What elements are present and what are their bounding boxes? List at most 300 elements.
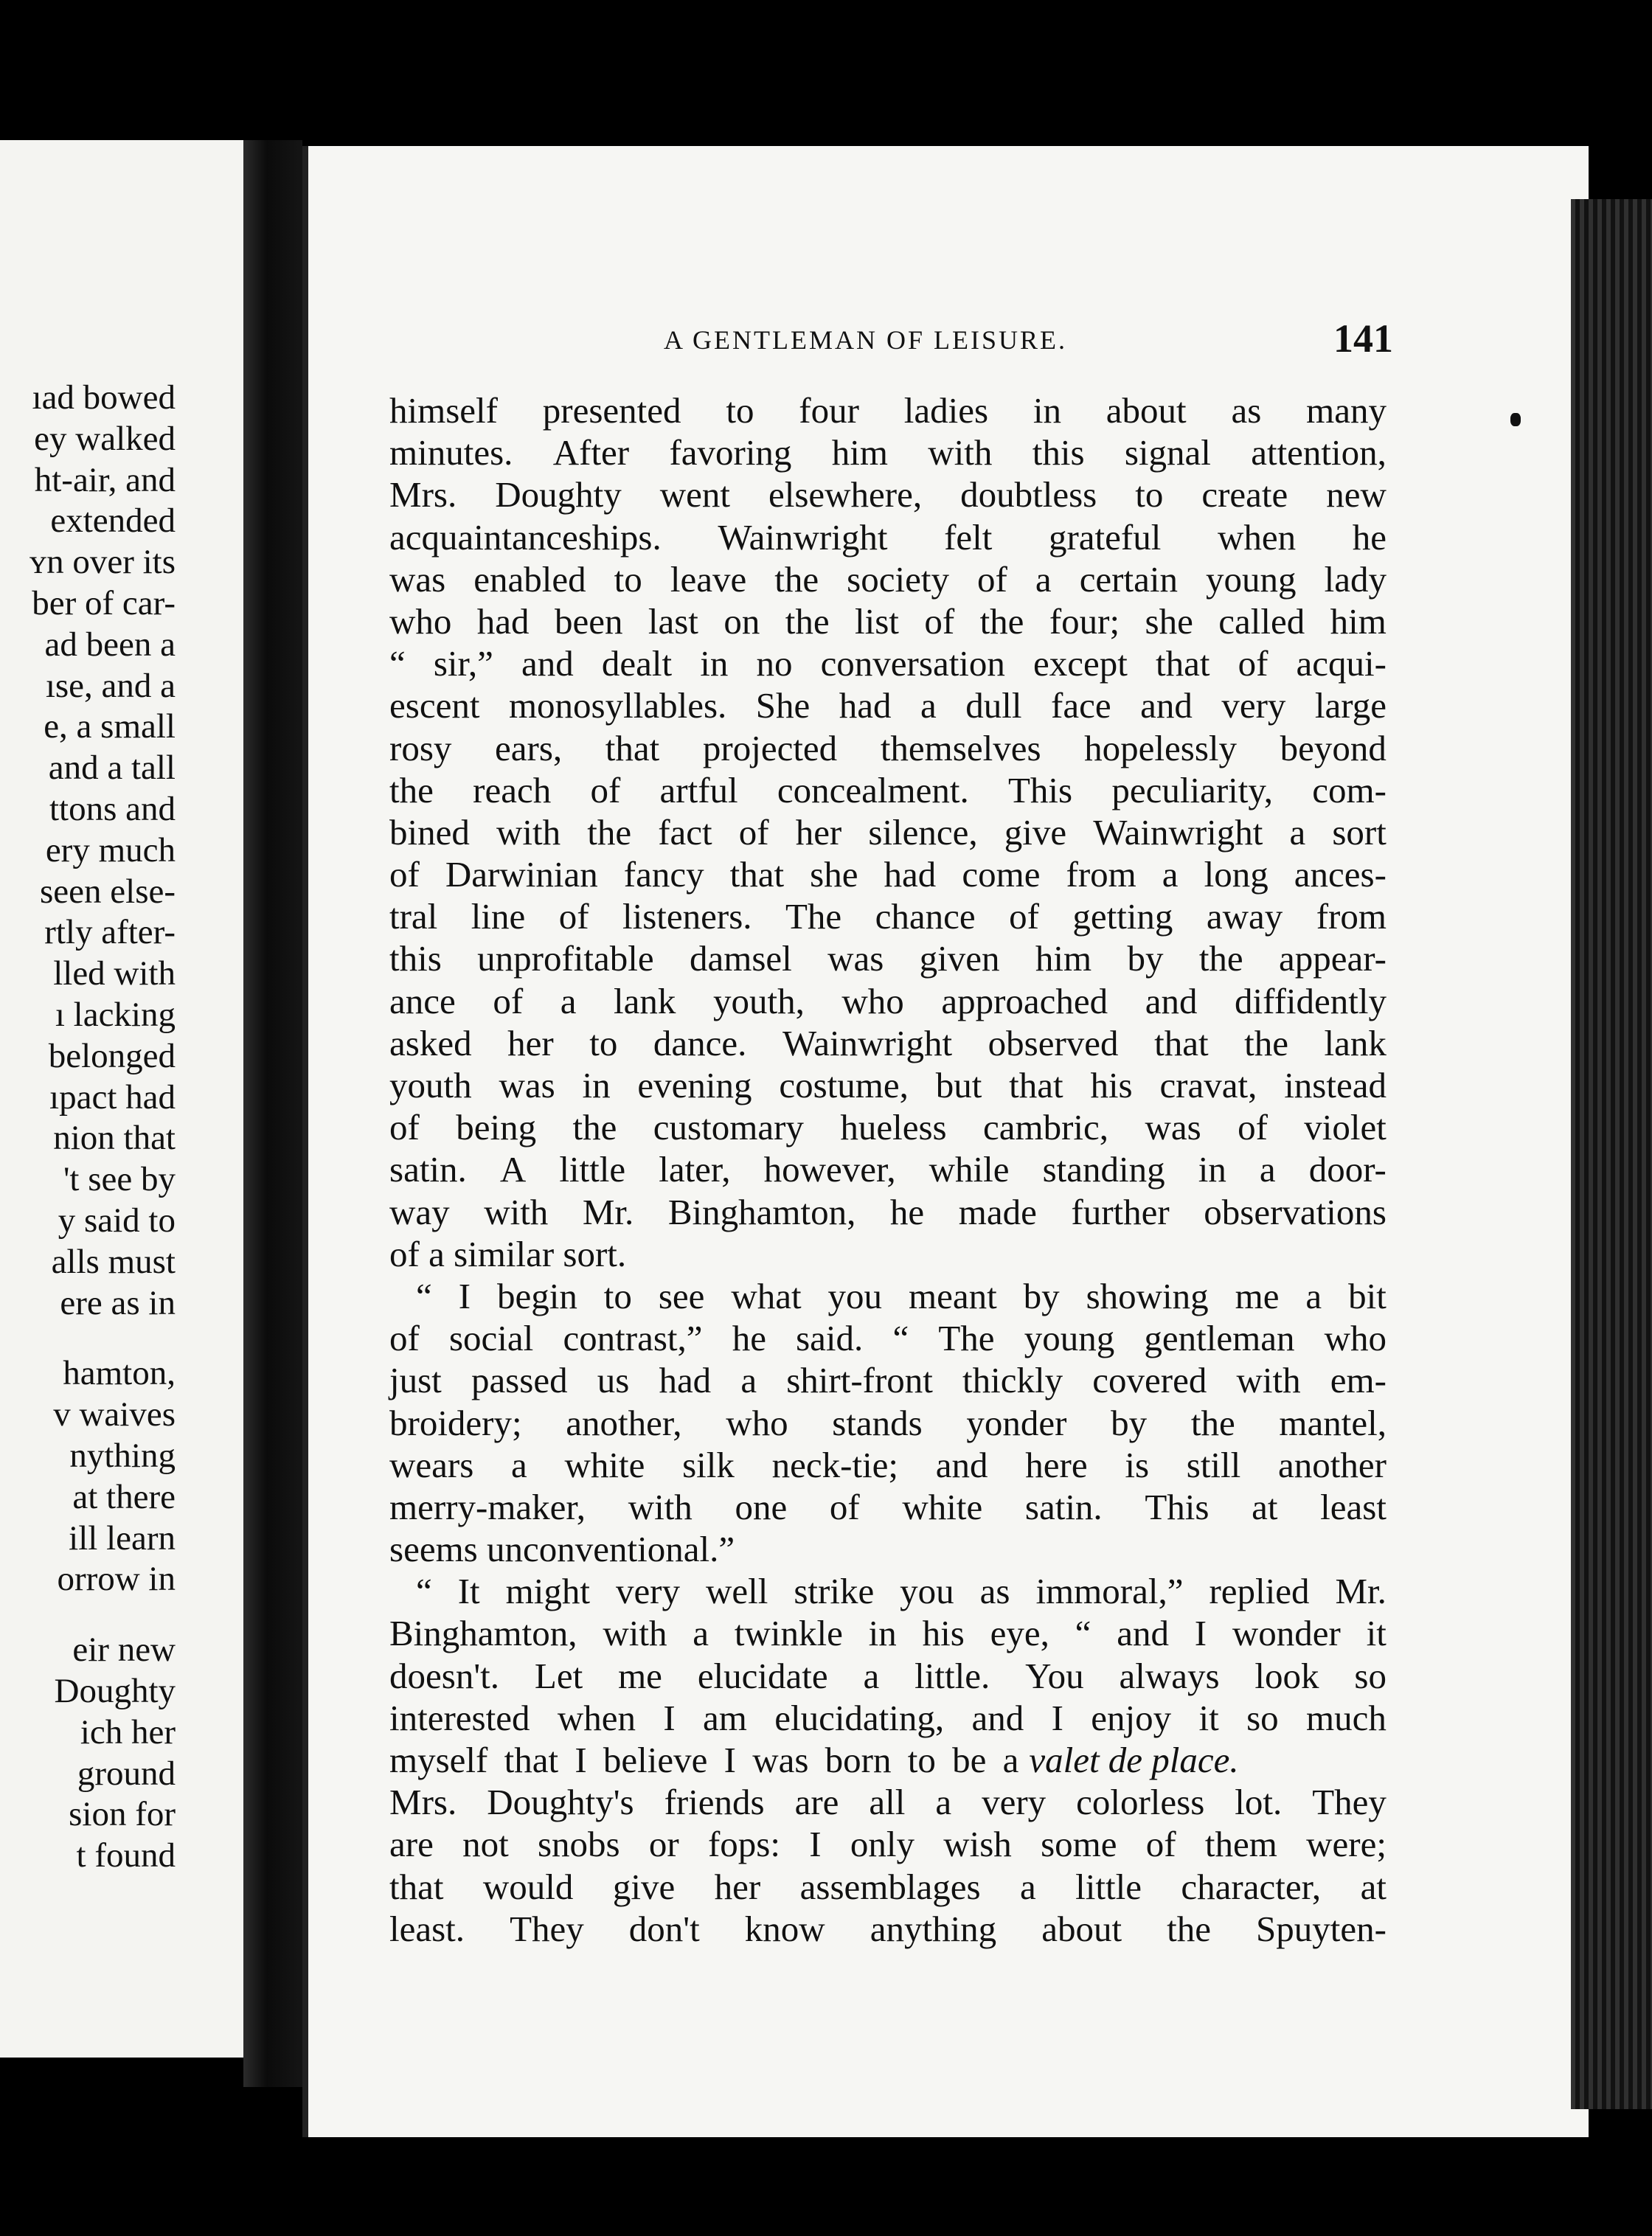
- word: doubtless: [960, 474, 1097, 515]
- left-page-line: extended: [50, 501, 176, 541]
- word: projected: [702, 727, 838, 768]
- word: a: [740, 1360, 757, 1401]
- left-page-line: nything: [69, 1436, 176, 1475]
- word: getting: [1072, 896, 1173, 937]
- text-line: [389, 1317, 1386, 1359]
- word: about: [1041, 1908, 1122, 1949]
- word: begin: [496, 1275, 577, 1316]
- word: little: [1075, 1866, 1142, 1907]
- left-page-line: at there: [72, 1477, 176, 1516]
- page-body: [389, 389, 1386, 1950]
- word: one: [735, 1486, 788, 1527]
- word: to: [726, 390, 754, 431]
- word: cambric,: [982, 1107, 1109, 1148]
- paragraph-3: [389, 1570, 1386, 1950]
- word: a: [1035, 558, 1052, 600]
- left-page-line: and a tall: [48, 749, 176, 788]
- word: monosyllables.: [508, 685, 727, 726]
- word: broidery;: [389, 1402, 522, 1443]
- text-line: [389, 853, 1386, 895]
- word: youth: [389, 1065, 472, 1105]
- word: when: [557, 1697, 636, 1738]
- word: passed: [471, 1360, 568, 1401]
- word: favoring: [669, 432, 792, 473]
- ink-speck: [1510, 413, 1521, 426]
- word: still: [1186, 1444, 1241, 1485]
- word: with: [628, 1486, 693, 1527]
- word: four;: [1049, 600, 1120, 642]
- word: you: [900, 1571, 954, 1612]
- word: he: [889, 1191, 925, 1232]
- word: dealt: [601, 643, 673, 684]
- left-page-line: ey walked: [34, 419, 176, 458]
- word: elsewhere,: [768, 474, 923, 515]
- word: her: [507, 1022, 554, 1063]
- word: and: [1140, 685, 1193, 726]
- word: least.: [389, 1908, 465, 1949]
- word: young: [1024, 1318, 1115, 1359]
- word: him: [1330, 600, 1386, 642]
- word: list: [855, 600, 899, 642]
- left-page-text: [30, 378, 176, 1877]
- word: that: [1009, 1065, 1063, 1105]
- word: him: [1035, 938, 1092, 979]
- text-line: [389, 1570, 1386, 1612]
- word: his: [1090, 1065, 1133, 1105]
- word: away: [1206, 896, 1283, 937]
- word: asked: [389, 1022, 472, 1063]
- word: conversation: [820, 643, 1005, 684]
- word: while: [929, 1149, 1010, 1190]
- word: a: [935, 1782, 952, 1823]
- word: Doughty's: [487, 1782, 634, 1823]
- word: interested: [389, 1697, 530, 1738]
- text-line: [389, 431, 1386, 473]
- word: signal: [1124, 432, 1211, 473]
- word: much: [1305, 1697, 1386, 1738]
- word: to: [603, 1275, 632, 1316]
- italic-phrase: valet de place.: [1029, 1740, 1239, 1780]
- text-line: [389, 684, 1386, 726]
- word: fact: [658, 811, 712, 853]
- word: that: [605, 727, 660, 768]
- text-line: [389, 1823, 1386, 1865]
- word: in: [1032, 390, 1061, 431]
- word: further: [1071, 1191, 1170, 1232]
- word: later,: [659, 1149, 731, 1190]
- word: her: [795, 811, 842, 853]
- word: by: [1127, 938, 1164, 979]
- word: as: [1231, 390, 1262, 431]
- word: Darwinian: [445, 854, 598, 895]
- word: to: [1135, 474, 1164, 515]
- word: it: [1198, 1697, 1219, 1738]
- word: white: [564, 1444, 645, 1485]
- word: are: [794, 1782, 839, 1823]
- word: peculiarity,: [1111, 769, 1273, 810]
- word: little.: [914, 1655, 990, 1696]
- word: of: [558, 896, 589, 937]
- word: that: [729, 854, 785, 895]
- word: fancy: [623, 854, 704, 895]
- word: The: [938, 1318, 995, 1359]
- word: of: [389, 1107, 420, 1148]
- word: with: [496, 811, 561, 853]
- word: wish: [943, 1824, 1012, 1865]
- word: A: [499, 1149, 527, 1190]
- left-page-fragment: [0, 140, 254, 2058]
- text-line: [389, 1655, 1386, 1697]
- word: observed: [988, 1022, 1119, 1063]
- word: don't: [628, 1908, 700, 1949]
- word: ances-: [1294, 854, 1386, 895]
- word: com-: [1312, 769, 1386, 810]
- text-line: [389, 727, 1386, 769]
- left-page-line: v waives: [53, 1395, 176, 1434]
- word: damsel: [689, 938, 792, 979]
- left-page-line: seen else-: [40, 872, 176, 911]
- word: give: [612, 1866, 676, 1907]
- word: a: [1289, 811, 1306, 853]
- word: me: [618, 1655, 662, 1696]
- word: am: [702, 1697, 747, 1738]
- word: no: [756, 643, 793, 684]
- word: silk: [682, 1444, 735, 1485]
- word: what: [731, 1275, 802, 1316]
- word: very: [615, 1571, 681, 1612]
- word: had: [659, 1360, 712, 1401]
- book-gutter: [243, 140, 302, 2087]
- word: anything: [870, 1908, 997, 1949]
- word: large: [1314, 685, 1386, 726]
- word: diffidently: [1235, 980, 1386, 1021]
- word: the: [785, 600, 830, 642]
- word: and: [1117, 1613, 1169, 1654]
- word: know: [744, 1908, 825, 1949]
- text-line: [389, 473, 1386, 515]
- word: doesn't.: [389, 1655, 500, 1696]
- running-head: A GENTLEMAN OF LEISURE.: [664, 325, 1067, 355]
- word: bined: [389, 811, 470, 853]
- word: Wainwright: [1093, 811, 1263, 853]
- word: unprofitable: [477, 938, 654, 979]
- word: four: [799, 390, 859, 431]
- word: with: [928, 432, 993, 473]
- text-line: [389, 1697, 1386, 1739]
- text-line: [389, 1866, 1386, 1908]
- word: of: [924, 600, 955, 642]
- word: satin.: [1024, 1486, 1103, 1527]
- word: had: [839, 685, 892, 726]
- left-page-line: ttons and: [49, 789, 176, 828]
- word: “: [416, 1571, 432, 1612]
- word: a: [1019, 1866, 1036, 1907]
- word: It: [457, 1571, 480, 1612]
- word: wears: [389, 1444, 474, 1485]
- left-page-line: ber of car-: [32, 583, 176, 622]
- word: colorless: [1076, 1782, 1205, 1823]
- word: Let: [534, 1655, 583, 1696]
- word: the: [587, 811, 632, 853]
- text-line: [389, 1402, 1386, 1444]
- word: us: [597, 1360, 630, 1401]
- word: immoral,”: [1035, 1571, 1184, 1612]
- text-line: [389, 558, 1386, 600]
- text-line: [389, 516, 1386, 558]
- word: were;: [1306, 1824, 1386, 1865]
- text-line: [389, 1191, 1386, 1233]
- word: eye,: [990, 1613, 1049, 1654]
- text-line: [389, 937, 1386, 979]
- word: artful: [659, 769, 738, 810]
- left-page-line: y said to: [58, 1201, 176, 1240]
- word: yonder: [966, 1402, 1067, 1443]
- word: dull: [965, 685, 1022, 726]
- word: only: [850, 1824, 914, 1865]
- word: youth,: [712, 980, 805, 1021]
- word: lank: [1324, 1022, 1386, 1063]
- text-line: [389, 1275, 1386, 1317]
- word: the: [1190, 1402, 1235, 1443]
- word: create: [1201, 474, 1288, 515]
- word: Wainwright: [718, 516, 888, 558]
- word: society: [847, 558, 949, 600]
- word: door-: [1308, 1149, 1386, 1190]
- word: said.: [796, 1318, 864, 1359]
- text-line: of a similar sort.: [389, 1233, 627, 1274]
- word: that: [1156, 643, 1210, 684]
- word: grateful: [1048, 516, 1162, 558]
- word: The: [785, 896, 842, 937]
- word: from: [1066, 854, 1136, 895]
- word: This: [1145, 1486, 1210, 1527]
- paragraph-2: [389, 1275, 1386, 1570]
- word: You: [1025, 1655, 1084, 1696]
- word: at: [1252, 1486, 1278, 1527]
- word: in: [1198, 1149, 1226, 1190]
- word: wonder: [1232, 1613, 1341, 1654]
- word: come: [962, 854, 1041, 895]
- word: and: [935, 1444, 988, 1485]
- word: friends: [664, 1782, 765, 1823]
- word: well: [705, 1571, 768, 1612]
- word: the: [572, 1107, 617, 1148]
- word: his: [922, 1613, 965, 1654]
- word: of: [829, 1486, 860, 1527]
- word: he: [732, 1318, 766, 1359]
- word: evening: [637, 1065, 752, 1105]
- word: she: [1145, 600, 1193, 642]
- word: violet: [1304, 1107, 1386, 1148]
- paragraph-1: [389, 389, 1386, 1275]
- word: strike: [794, 1571, 875, 1612]
- word: a: [693, 1613, 709, 1654]
- word: but: [935, 1065, 982, 1105]
- left-page-line: ere as in: [60, 1283, 176, 1322]
- left-page-line: e, a small: [44, 707, 176, 746]
- word: concealment.: [777, 769, 969, 810]
- word: him: [831, 432, 888, 473]
- word: hopelessly: [1084, 727, 1238, 768]
- word: at: [1360, 1866, 1386, 1907]
- word: went: [659, 474, 730, 515]
- word: Mrs.: [389, 474, 457, 515]
- word: I: [663, 1697, 676, 1738]
- word: was: [499, 1065, 555, 1105]
- word: been: [554, 600, 623, 642]
- word: Spuyten-: [1256, 1908, 1386, 1949]
- word: satin.: [389, 1149, 467, 1190]
- word: listeners.: [622, 896, 752, 937]
- word: ladies: [903, 390, 989, 431]
- word: a: [1259, 1149, 1276, 1190]
- word: “: [892, 1318, 909, 1359]
- word: a: [863, 1655, 880, 1696]
- word: of: [590, 769, 621, 810]
- word: costume,: [779, 1065, 909, 1105]
- text-line: [389, 600, 1386, 642]
- word: shirt-front: [786, 1360, 933, 1401]
- word: by: [1023, 1275, 1060, 1316]
- word: so: [1354, 1655, 1386, 1696]
- word: I: [809, 1824, 822, 1865]
- word: gentleman: [1144, 1318, 1295, 1359]
- word: to: [589, 1022, 618, 1063]
- word: thickly: [962, 1360, 1063, 1401]
- word: to: [614, 558, 642, 600]
- left-page-line: ery much: [45, 830, 176, 869]
- word: After: [552, 432, 630, 473]
- word: elucidating,: [774, 1697, 945, 1738]
- word: acqui-: [1296, 643, 1386, 684]
- word: of: [1238, 643, 1268, 684]
- word: of: [493, 980, 524, 1021]
- word: Mrs.: [389, 1782, 457, 1823]
- word: this: [1032, 432, 1085, 473]
- word: you: [827, 1275, 883, 1316]
- word: another,: [566, 1402, 682, 1443]
- text-line: [389, 895, 1386, 937]
- word: and: [971, 1697, 1024, 1738]
- word: on: [723, 600, 760, 642]
- word: was: [389, 558, 446, 600]
- left-page-line: belonged: [48, 1036, 176, 1075]
- left-page-line: ı lacking: [55, 995, 176, 1034]
- word: of: [1238, 1107, 1268, 1148]
- word: minutes.: [389, 432, 513, 473]
- word: cravat,: [1159, 1065, 1257, 1105]
- word: elucidate: [697, 1655, 828, 1696]
- word: given: [919, 938, 1000, 979]
- word: certain: [1079, 558, 1178, 600]
- word: lot.: [1235, 1782, 1283, 1823]
- text-line: [389, 389, 1386, 431]
- word: fops:: [707, 1824, 780, 1865]
- left-page-line: ʏn over its: [29, 543, 176, 582]
- left-page-line: nion that: [53, 1119, 176, 1158]
- word: Doughty: [495, 474, 622, 515]
- word: see: [658, 1275, 705, 1316]
- word: I: [1194, 1613, 1207, 1654]
- word: the: [1244, 1022, 1288, 1063]
- left-page-line: ıse, and a: [45, 666, 176, 705]
- text-line-prefix: myself that I believe I was born to be a: [389, 1740, 1019, 1780]
- word: leave: [670, 558, 747, 600]
- word: this: [389, 938, 442, 979]
- word: way: [389, 1191, 450, 1232]
- word: They: [1312, 1782, 1386, 1823]
- page-edge-stack: [1571, 199, 1652, 2109]
- left-page-line: eir new: [72, 1631, 176, 1670]
- word: of: [977, 558, 1007, 600]
- word: last: [648, 600, 698, 642]
- word: Mr.: [582, 1191, 634, 1232]
- text-line: [389, 1064, 1386, 1106]
- left-page-line: Doughty: [54, 1671, 176, 1710]
- page-number: 141: [1333, 316, 1393, 361]
- word: observations: [1204, 1191, 1386, 1232]
- text-line: [389, 1908, 1386, 1950]
- word: except: [1033, 643, 1128, 684]
- word: here: [1025, 1444, 1088, 1485]
- word: and: [1145, 980, 1198, 1021]
- word: lank: [614, 980, 676, 1021]
- left-page-line: ht-air, and: [34, 460, 176, 499]
- word: is: [1125, 1444, 1150, 1485]
- word: Mr.: [1335, 1571, 1386, 1612]
- left-page-line: sion for: [69, 1795, 176, 1834]
- word: who: [841, 980, 904, 1021]
- word: with: [1236, 1360, 1301, 1401]
- word: reach: [473, 769, 552, 810]
- word: white: [902, 1486, 983, 1527]
- left-page-line: lled with: [53, 954, 176, 993]
- word: with: [484, 1191, 549, 1232]
- word: replied: [1209, 1571, 1310, 1612]
- left-page-line: 't see by: [63, 1160, 176, 1199]
- word: give: [1004, 811, 1067, 853]
- word: neck-tie;: [771, 1444, 899, 1485]
- word: called: [1218, 600, 1305, 642]
- word: of: [389, 854, 420, 895]
- word: her: [714, 1866, 761, 1907]
- word: snobs: [537, 1824, 620, 1865]
- word: the: [979, 600, 1024, 642]
- word: look: [1254, 1655, 1319, 1696]
- word: covered: [1092, 1360, 1207, 1401]
- word: least: [1320, 1486, 1386, 1527]
- word: meant: [908, 1275, 997, 1316]
- word: bit: [1348, 1275, 1386, 1316]
- word: This: [1008, 769, 1073, 810]
- text-line: [389, 811, 1386, 853]
- word: dance.: [653, 1022, 747, 1063]
- word: assemblages: [799, 1866, 981, 1907]
- word: a: [920, 685, 937, 726]
- word: felt: [944, 516, 993, 558]
- word: I: [1051, 1697, 1063, 1738]
- word: contrast,”: [563, 1318, 703, 1359]
- word: however,: [763, 1149, 896, 1190]
- text-line: [389, 980, 1386, 1022]
- word: “: [1075, 1613, 1092, 1654]
- word: customary: [653, 1107, 804, 1148]
- word: acquaintanceships.: [389, 516, 662, 558]
- word: about: [1106, 390, 1187, 431]
- word: had: [476, 600, 530, 642]
- word: it: [1366, 1613, 1386, 1654]
- word: many: [1306, 390, 1386, 431]
